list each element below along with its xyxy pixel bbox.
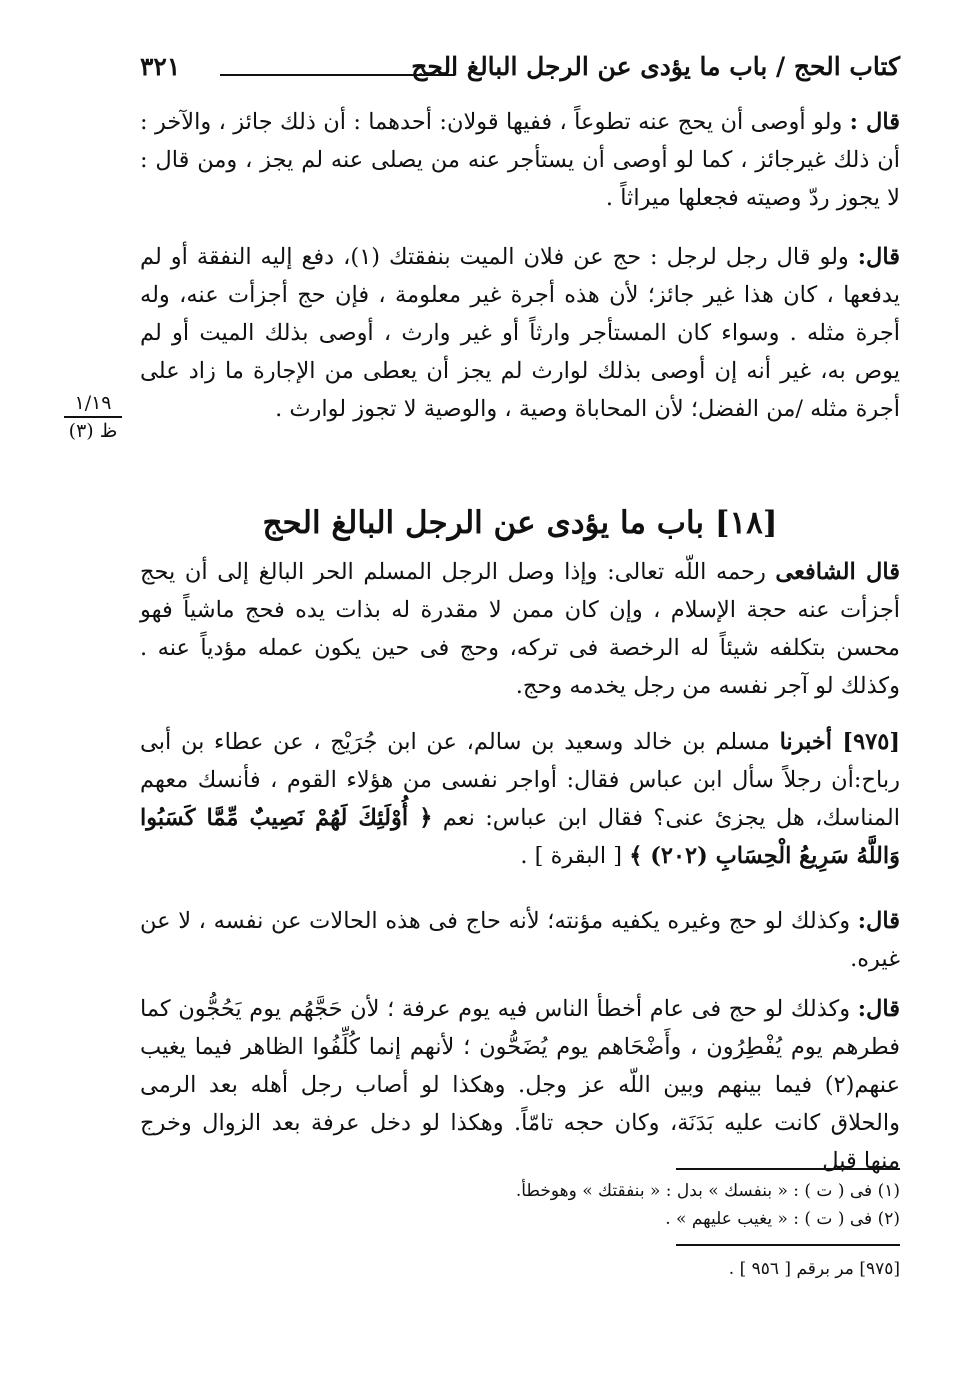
footnote-2: (٢) فى ( ت ) : « يغيب عليهم » . xyxy=(665,1209,900,1229)
section-title: [١٨] باب ما يؤدى عن الرجل البالغ الحج xyxy=(262,505,778,541)
paragraph-2 xyxy=(140,238,900,428)
page-number: ٣٢١ xyxy=(140,52,181,81)
paragraph-lead: قال: xyxy=(857,244,901,270)
header-rule xyxy=(220,74,455,76)
paragraph-3 xyxy=(140,553,900,705)
paragraph-lead: قال الشافعى xyxy=(775,559,900,585)
paragraph-lead: قال : xyxy=(849,109,900,135)
paragraph-text: ولو قال رجل لرجل : حج عن فلان الميت بنفقتك (١)، دفع إليه النفقة أو لم يدفعها ، كان هذا غير جائز؛ لأن هذه أجرة غير معلومة ، فإن حج أجزأت عنه، وله أجرة مثله . وسواء كان المستأجر وارثاً أو غير وارث ، أوصى بذلك الميت أو لم يوص به، غير أنه إن أوصى بذلك لوارث لم يجز أن يعطى من الإجارة ما زاد على أجرة مثله /من الفضل؛ لأن المحاباة وصية ، والوصية لا تجوز لوارث . xyxy=(140,244,900,422)
paragraph-text: وكذلك لو حج وغيره يكفيه مؤنته؛ لأنه حاج فى هذه الحالات عن نفسه ، لا عن غيره. xyxy=(140,908,900,972)
margin-rule xyxy=(64,416,122,418)
verse-reference: [ البقرة ] . xyxy=(520,843,630,869)
footnote-rule-2 xyxy=(676,1244,900,1246)
paragraph-6 xyxy=(140,990,900,1180)
hadith-number: [٩٧٥] أخبرنا xyxy=(779,729,901,755)
margin-manuscript-ref xyxy=(58,392,128,442)
manuscript-siglum: ظ (٣) xyxy=(68,420,118,442)
hadith-reference-note: [٩٧٥] مر برقم [ ٩٥٦ ] . xyxy=(728,1259,900,1279)
footnote-1: (١) فى ( ت ) : « بنفسك » بدل : « بنفقتك » وهوخطأ. xyxy=(515,1181,900,1201)
paragraph-5 xyxy=(140,902,900,978)
paragraph-lead: قال: xyxy=(857,908,900,934)
paragraph-1 xyxy=(140,103,900,217)
paragraph-4 xyxy=(140,723,900,875)
paragraph-text: رحمه اللّه تعالى: وإذا وصل الرجل المسلم الحر البالغ إلى أن يحج أجزأت عنه حجة الإسلام ، وإن كان ممن لا مقدرة له بذات يده فحج ماشياً فهو محسن بتكلفه شيئاً له الرخصة فى تركه، وحج فى حين يكون عمله مؤدياً عنه . وكذلك لو آجر نفسه من رجل يخدمه وحج. xyxy=(140,559,900,699)
manuscript-folio: ١/١٩ xyxy=(74,392,112,414)
quran-verse: ﴿ أُوْلَئِكَ لَهُمْ نَصِيبٌ مِّمَّا كَسَبُوا وَاللَّهُ سَرِيعُ الْحِسَابِ (٢٠٢) ﴾ xyxy=(140,805,900,869)
footnote-rule xyxy=(676,1168,900,1170)
paragraph-lead: قال: xyxy=(857,996,900,1022)
running-title: كتاب الحج / باب ما يؤدى عن الرجل البالغ الحج xyxy=(411,52,900,81)
page-header xyxy=(140,52,900,92)
paragraph-text: وكذلك لو حج فى عام أخطأ الناس فيه يوم عرفة ؛ لأن حَجَّهُم يوم يَحُجُّون كما فطرهم يوم يُفْطِرُون ، وأَضْحَاهم يوم يُضَحُّون ؛ لأنهم إنما كُلِّفُوا الظاهر فيما يغيب عنهم(٢) فيما بينهم وبين اللّه عز وجل. وهكذا لو أصاب رجل أهله بعد الرمى والحلاق كانت عليه بَدَنَة، وكان حجه تامّاً. وهكذا لو دخل عرفة بعد الزوال وخرج منها قبل xyxy=(140,996,900,1174)
paragraph-text: ولو أوصى أن يحج عنه تطوعاً ، ففيها قولان: أحدهما : أن ذلك جائز ، والآخر : أن ذلك غيرجائز ، كما لو أوصى أن يستأجر عنه من يصلى عنه لم يجز ، ومن قال : لا يجوز ردّ وصيته فجعلها ميراثاً . xyxy=(140,109,900,211)
paragraph-text: مسلم بن خالد وسعيد بن سالم، عن ابن جُرَيْج ، عن عطاء بن أبى رباح:أن رجلاً سأل ابن عباس فقال: أواجر نفسى من هؤلاء القوم ، فأنسك معهم المناسك، هل يجزئ عنى؟ فقال ابن عباس: نعم xyxy=(140,729,901,831)
